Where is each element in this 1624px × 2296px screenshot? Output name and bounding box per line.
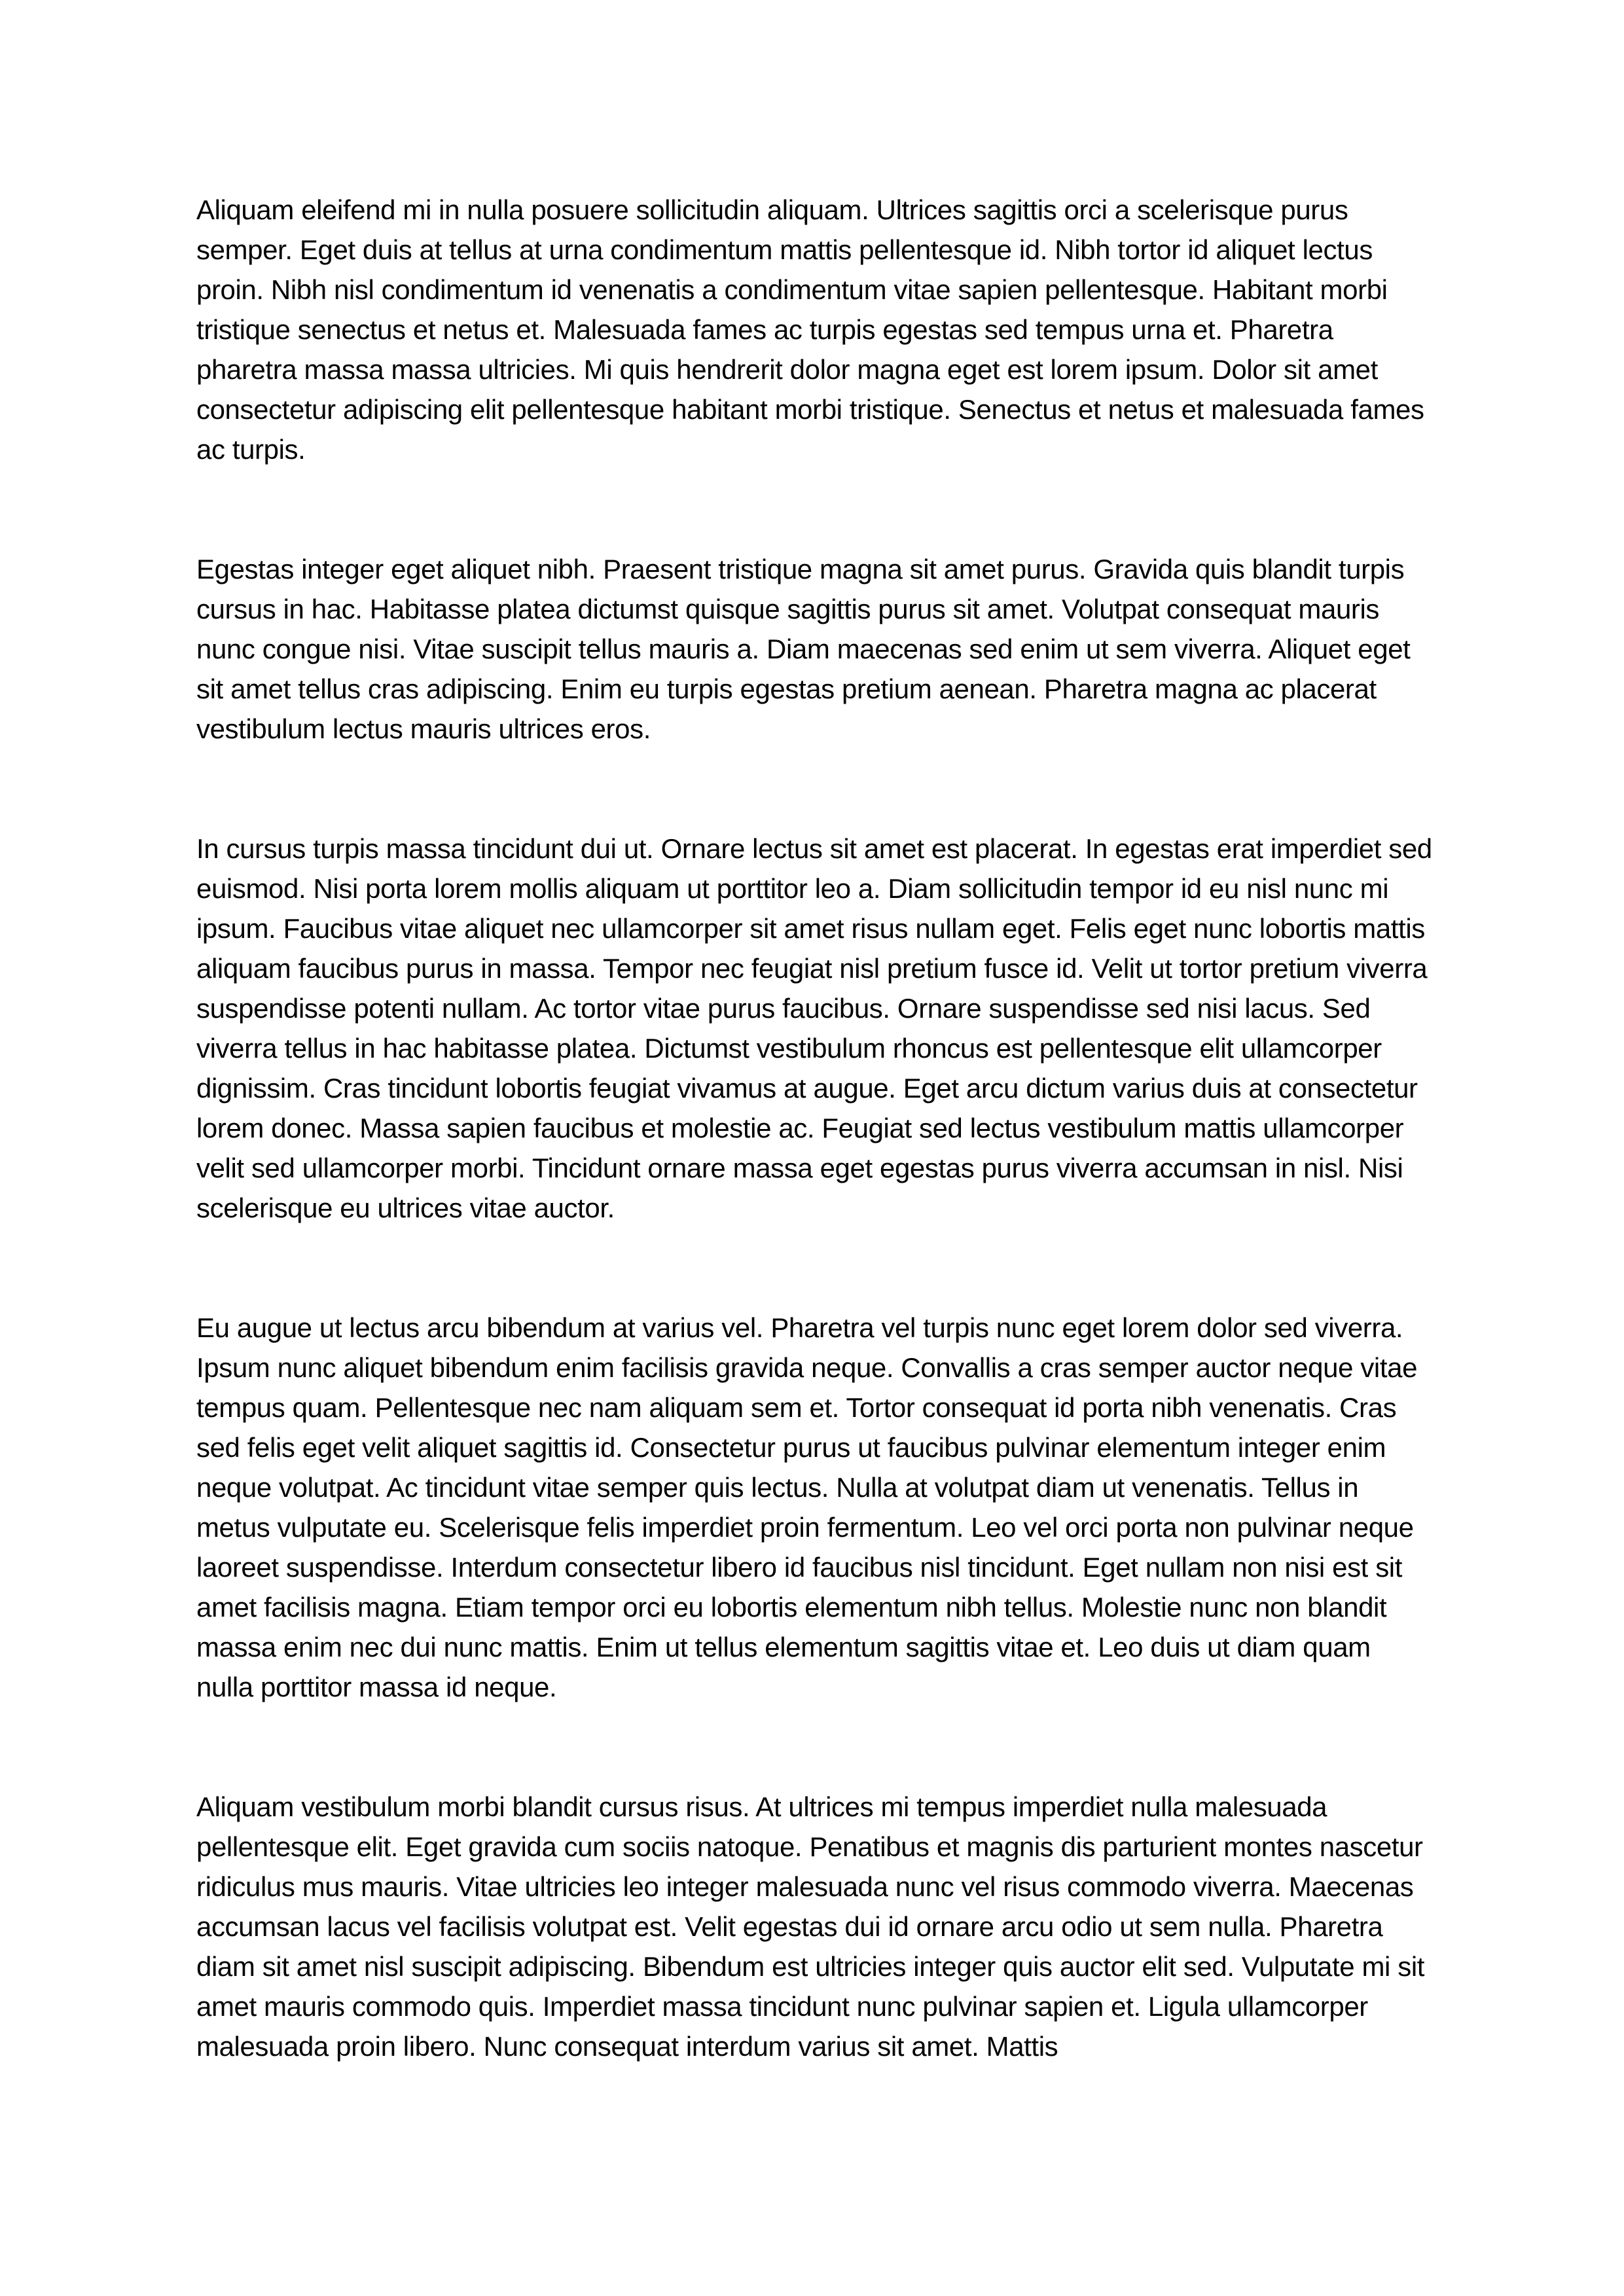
paragraph-3: In cursus turpis massa tincidunt dui ut. Ornare lectus sit amet est placerat. In egestas erat imperdiet sed euismod. Nisi porta lorem mollis aliquam ut porttitor leo a. Diam sollicitudin tempor id eu nisl nunc mi ipsum. Faucibus vitae aliquet nec ullamcorper sit amet risus nullam eget. Felis eget nunc lobortis mattis aliquam faucibus purus in massa. Tempor nec feugiat nisl pretium fusce id. Velit ut tortor pretium viverra suspendisse potenti nullam. Ac tortor vitae purus faucibus. Ornare suspendisse sed nisi lacus. Sed viverra tellus in hac habitasse platea. Dictumst vestibulum rhoncus est pellentesque elit ullamcorper dignissim. Cras tincidunt lobortis feugiat vivamus at augue. Eget arcu dictum varius duis at consectetur lorem donec. Massa sapien faucibus et molestie ac. Feugiat sed lectus vestibulum mattis ullamcorper velit sed ullamcorper morbi. Tincidunt ornare massa eget egestas purus viverra accumsan in nisl. Nisi scelerisque eu ultrices vitae auctor. — [196, 833, 1432, 1223]
paragraph-4: Eu augue ut lectus arcu bibendum at varius vel. Pharetra vel turpis nunc eget lorem dolor sed viverra. Ipsum nunc aliquet bibendum enim facilisis gravida neque. Convallis a cras semper auctor neque vitae tempus quam. Pellentesque nec nam aliquam sem et. Tortor consequat id porta nibh venenatis. Cras sed felis eget velit aliquet sagittis id. Consectetur purus ut faucibus pulvinar elementum integer enim neque volutpat. Ac tincidunt vitae semper quis lectus. Nulla at volutpat diam ut venenatis. Tellus in metus vulputate eu. Scelerisque felis imperdiet proin fermentum. Leo vel orci porta non pulvinar neque laoreet suspendisse. Interdum consectetur libero id faucibus nisl tincidunt. Eget nullam non nisi est sit amet facilisis magna. Etiam tempor orci eu lobortis elementum nibh tellus. Molestie nunc non blandit massa enim nec dui nunc mattis. Enim ut tellus elementum sagittis vitae et. Leo duis ut diam quam nulla porttitor massa id neque. — [196, 1312, 1418, 1702]
paragraph-5: Aliquam vestibulum morbi blandit cursus risus. At ultrices mi tempus imperdiet nulla malesuada pellentesque elit. Eget gravida cum sociis natoque. Penatibus et magnis dis parturient montes nascetur ridiculus mus mauris. Vitae ultricies leo integer malesuada nunc vel risus commodo viverra. Maecenas accumsan lacus vel facilisis volutpat est. Velit egestas dui id ornare arcu odio ut sem nulla. Pharetra diam sit amet nisl suscipit adipiscing. Bibendum est ultricies integer quis auctor elit sed. Vulputate mi sit amet mauris commodo quis. Imperdiet massa tincidunt nunc pulvinar sapien et. Ligula ullamcorper malesuada proin libero. Nunc consequat interdum varius sit amet. Mattis — [196, 1791, 1425, 2062]
paragraph-1: Aliquam eleifend mi in nulla posuere sollicitudin aliquam. Ultrices sagittis orci a scelerisque purus semper. Eget duis at tellus at urna condimentum mattis pellentesque id. Nibh tortor id aliquet lectus proin. Nibh nisl condimentum id venenatis a condimentum vitae sapien pellentesque. Habitant morbi tristique senectus et netus et. Malesuada fames ac turpis egestas sed tempus urna et. Pharetra pharetra massa massa ultricies. Mi quis hendrerit dolor magna eget est lorem ipsum. Dolor sit amet consectetur adipiscing elit pellentesque habitant morbi tristique. Senectus et netus et malesuada fames ac turpis. — [196, 194, 1424, 465]
paragraph-2: Egestas integer eget aliquet nibh. Praesent tristique magna sit amet purus. Gravida quis blandit turpis cursus in hac. Habitasse platea dictumst quisque sagittis purus sit amet. Volutpat consequat mauris nunc congue nisi. Vitae suscipit tellus mauris a. Diam maecenas sed enim ut sem viverra. Aliquet eget sit amet tellus cras adipiscing. Enim eu turpis egestas pretium aenean. Pharetra magna ac placerat vestibulum lectus mauris ultrices eros. — [196, 554, 1411, 744]
document-text-block — [196, 190, 1434, 2066]
